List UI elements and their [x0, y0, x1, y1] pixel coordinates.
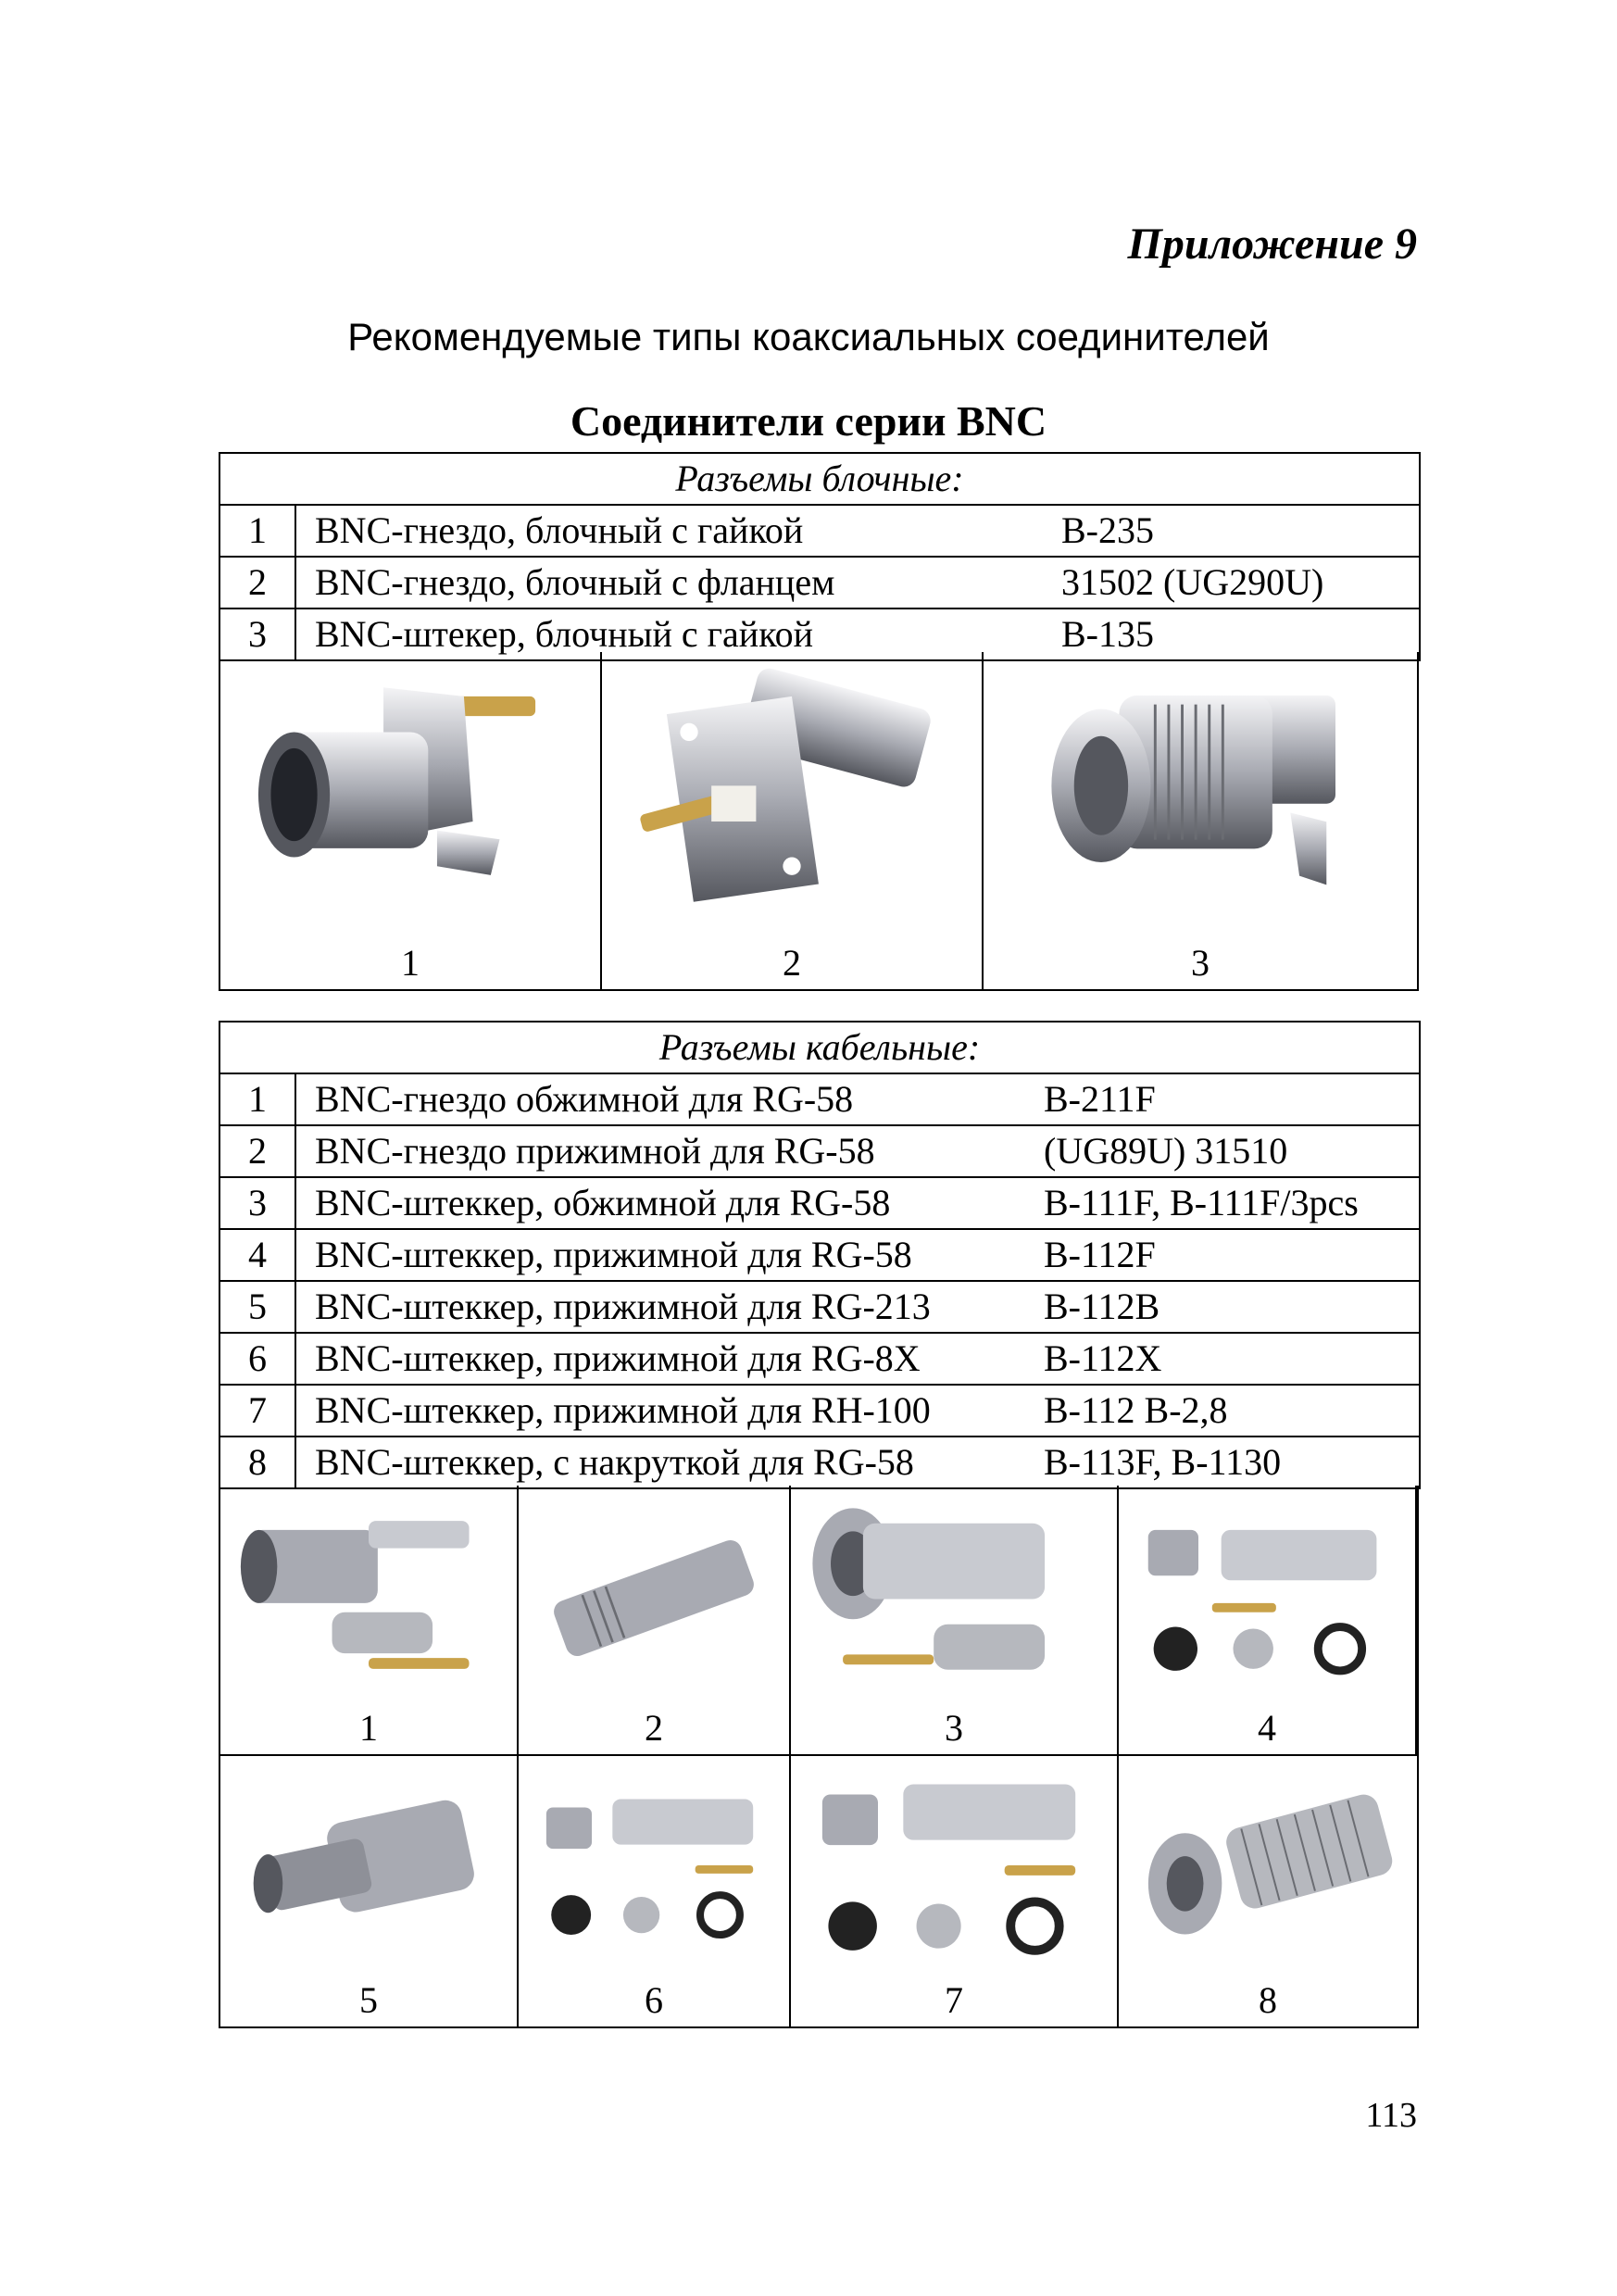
row-number: 1	[219, 1073, 295, 1125]
photo-cell	[220, 652, 602, 989]
cable-connectors-photos	[219, 1486, 1419, 2028]
photo-label: 1	[359, 1707, 378, 1749]
bnc-socket-crimp-image	[232, 1493, 506, 1695]
bnc-plug-rh100-kit-image	[802, 1763, 1106, 1967]
photo-label: 6	[645, 1979, 663, 2021]
row-number: 1	[219, 505, 295, 557]
photo-cell	[602, 652, 984, 989]
photo-label: 3	[945, 1707, 963, 1749]
row-code: B-112 B-2,8	[1044, 1385, 1420, 1437]
row-description: BNC-штеккер, прижимной для RG-213	[295, 1281, 1044, 1333]
appendix-title: Приложение 9	[1127, 220, 1417, 269]
row-description: BNC-штекер, блочный с гайкой	[295, 609, 1061, 660]
table-row	[219, 1177, 1420, 1229]
photo-label: 5	[359, 1979, 378, 2021]
row-description: BNC-гнездо, блочный с гайкой	[295, 505, 1061, 557]
photo-label: 4	[1258, 1707, 1276, 1749]
table-row	[219, 1229, 1420, 1281]
row-code: B-135	[1061, 609, 1420, 660]
table-caption-row	[219, 453, 1420, 505]
row-description: BNC-гнездо прижимной для RG-58	[295, 1125, 1044, 1177]
photo-label: 3	[1191, 942, 1210, 984]
panel-connectors-caption: Разъемы блочные:	[219, 453, 1420, 505]
row-number: 3	[219, 1177, 295, 1229]
bnc-plug-rg213-image	[232, 1763, 506, 1967]
photo-cell	[519, 1756, 791, 2026]
row-number: 2	[219, 1125, 295, 1177]
photo-label: 8	[1259, 1979, 1277, 2021]
row-number: 7	[219, 1385, 295, 1437]
photo-cell	[984, 652, 1417, 989]
table-row	[219, 1125, 1420, 1177]
table-row	[219, 1281, 1420, 1333]
row-number: 4	[219, 1229, 295, 1281]
photo-cell	[220, 1756, 519, 2026]
panel-connectors-photos	[219, 652, 1419, 991]
table-row	[219, 1385, 1420, 1437]
bnc-socket-clamp-image	[530, 1493, 778, 1695]
panel-connectors-table	[219, 452, 1421, 661]
page-number: 113	[1365, 2096, 1417, 2135]
cable-connectors-caption: Разъемы кабельные:	[219, 1022, 1420, 1073]
row-description: BNC-штеккер, прижимной для RG-8X	[295, 1333, 1044, 1385]
photo-label: 2	[645, 1707, 663, 1749]
bnc-plug-clamp-kit-image	[1130, 1493, 1404, 1695]
photo-cell	[220, 1486, 519, 1756]
row-code: 31502 (UG290U)	[1061, 557, 1420, 609]
row-code: B-113F, B-1130	[1044, 1437, 1420, 1488]
row-description: BNC-штеккер, прижимной для RG-58	[295, 1229, 1044, 1281]
row-description: BNC-гнездо, блочный с фланцем	[295, 557, 1061, 609]
row-code: B-112F	[1044, 1229, 1420, 1281]
row-code: B-112X	[1044, 1333, 1420, 1385]
row-number: 3	[219, 609, 295, 660]
row-number: 2	[219, 557, 295, 609]
photo-label: 7	[945, 1979, 963, 2021]
row-number: 6	[219, 1333, 295, 1385]
row-code: B-112B	[1044, 1281, 1420, 1333]
series-title: Соединители серии BNC	[570, 397, 1047, 445]
row-description: BNC-штеккер, обжимной для RG-58	[295, 1177, 1044, 1229]
cable-connectors-table	[219, 1021, 1421, 1489]
page-subtitle: Рекомендуемые типы коаксиальных соединителей	[347, 315, 1270, 358]
table-row	[219, 505, 1420, 557]
row-code: B-111F, B-111F/3pcs	[1044, 1177, 1420, 1229]
row-description: BNC-гнездо обжимной для RG-58	[295, 1073, 1044, 1125]
photo-label: 1	[401, 942, 420, 984]
table-row	[219, 1437, 1420, 1488]
bnc-socket-nut-image	[232, 659, 589, 930]
table-row	[219, 557, 1420, 609]
bnc-plug-twist-on-image	[1130, 1763, 1406, 1967]
photo-cell	[519, 1486, 791, 1756]
bnc-plug-crimp-image	[802, 1493, 1106, 1695]
photo-cell	[1119, 1756, 1417, 2026]
table-row	[219, 1073, 1420, 1125]
bnc-plug-rg8x-kit-image	[530, 1763, 778, 1967]
photo-cell	[1119, 1486, 1417, 1756]
bnc-socket-flange-image	[613, 659, 971, 930]
row-description: BNC-штеккер, с накруткой для RG-58	[295, 1437, 1044, 1488]
row-code: B-211F	[1044, 1073, 1420, 1125]
photo-cell	[791, 1486, 1119, 1756]
photo-cell	[791, 1756, 1119, 2026]
row-number: 5	[219, 1281, 295, 1333]
table-caption-row	[219, 1022, 1420, 1073]
row-number: 8	[219, 1437, 295, 1488]
row-code: B-235	[1061, 505, 1420, 557]
row-code: (UG89U) 31510	[1044, 1125, 1420, 1177]
bnc-plug-nut-image	[995, 659, 1406, 930]
row-description: BNC-штеккер, прижимной для RH-100	[295, 1385, 1044, 1437]
photo-label: 2	[783, 942, 801, 984]
table-row	[219, 1333, 1420, 1385]
